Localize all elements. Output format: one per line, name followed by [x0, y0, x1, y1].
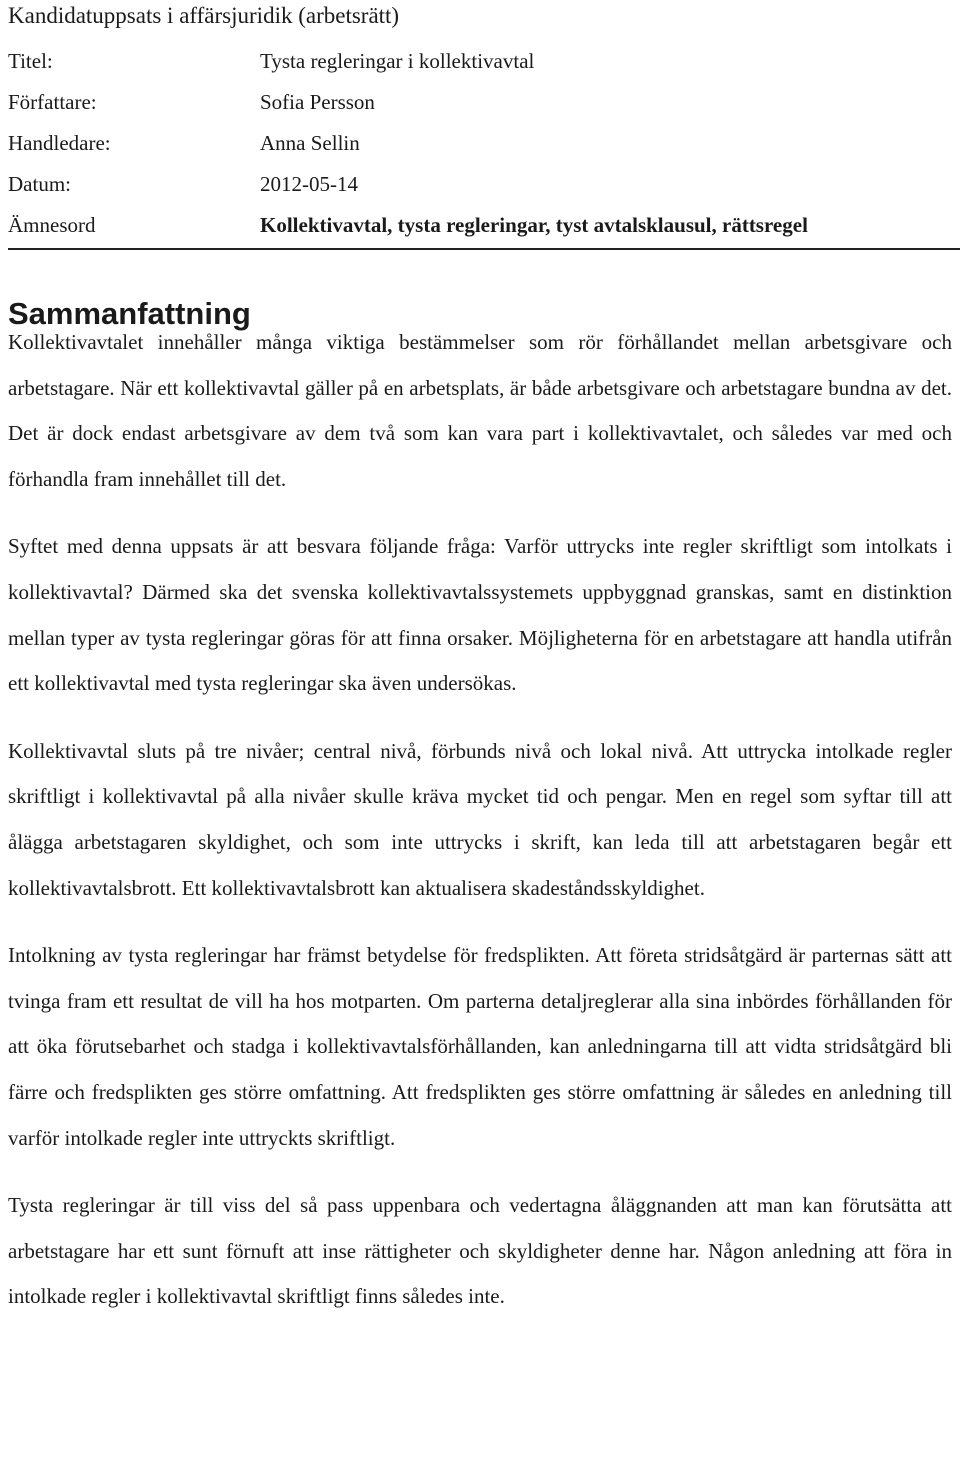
- meta-value: Tysta regleringar i kollektivavtal: [260, 49, 535, 73]
- meta-label: Titel:: [8, 49, 53, 73]
- meta-row-author: [8, 82, 960, 123]
- summary-paragraph: Kollektivavtalet innehåller många viktiga bestämmelser som rör förhållandet mellan arbetsgivare och arbetstagare. När ett kollektivavtal gäller på en arbetsplats, är både arbetsgivare och arbetstagare bundna av det. Det är dock endast arbetsgivare av dem två som kan vara part i kollektivavtalet, och således var med och förhandla fram innehållet till det.: [8, 330, 952, 491]
- meta-label: Ämnesord: [8, 213, 96, 237]
- meta-row-keywords: [8, 205, 960, 246]
- summary-heading: Sammanfattning: [8, 296, 251, 331]
- summary-paragraph: Kollektivavtal sluts på tre nivåer; central nivå, förbunds nivå och lokal nivå. Att uttrycka intolkade regler skriftligt i kollektivavtal på alla nivåer skulle kräva mycket tid och pengar. Men en regel som syftar till att ålägga arbetstagaren skyldighet, och som inte uttrycks i skrift, kan leda till att arbetstagaren begår ett kollektivavtalsbrott. Ett kollektivavtalsbrott kan aktualisera skadeståndsskyldighet.: [8, 738, 952, 900]
- meta-label: Handledare:: [8, 131, 111, 155]
- meta-row-date: [8, 164, 960, 205]
- summary-paragraph: Syftet med denna uppsats är att besvara följande fråga: Varför uttrycks inte regler skriftligt som intolkats i kollektivavtal? Därmed ska det svenska kollektivavtalssystemets uppbyggnad granskas, samt en distinktion mellan typer av tysta regleringar göras för att finna orsaker. Möjligheterna för en arbetstagare att handla utifrån ett kollektivavtal med tysta regleringar ska även undersökas.: [8, 534, 952, 696]
- meta-value: 2012-05-14: [260, 172, 358, 196]
- meta-label: Författare:: [8, 90, 97, 114]
- metadata-table: [8, 41, 960, 250]
- summary-paragraph: Intolkning av tysta regleringar har främst betydelse för fredsplikten. Att företa stridsåtgärd är parternas sätt att tvinga fram ett resultat de vill ha hos motparten. Om parterna detaljreglerar alla sina inbördes förhållanden för att öka förutsebarhet och stadga i kollektivavtalsförhållanden, kan anledningarna till att vidta stridsåtgärd bli färre och fredsplikten ges större omfattning. Att fredsplikten ges större omfattning är således en anledning till varför intolkade regler inte uttryckts skriftligt.: [8, 943, 952, 1150]
- meta-value: Sofia Persson: [260, 90, 375, 114]
- meta-value: Kollektivavtal, tysta regleringar, tyst avtalsklausul, rättsregel: [260, 213, 808, 237]
- meta-value: Anna Sellin: [260, 131, 360, 155]
- meta-row-supervisor: [8, 123, 960, 164]
- document-page: [8, 0, 952, 1309]
- summary-body: [8, 320, 952, 1342]
- meta-label: Datum:: [8, 172, 71, 196]
- document-title: Kandidatuppsats i affärsjuridik (arbetsrätt): [8, 3, 400, 28]
- meta-row-title: [8, 41, 960, 82]
- summary-paragraph: Tysta regleringar är till viss del så pass uppenbara och vedertagna åläggnanden att man kan förutsätta att arbetstagare har ett sunt förnuft att inse rättigheter och skyldigheter denne har. Någon anledning att föra in intolkade regler i kollektivavtal skriftligt finns således inte.: [8, 1193, 952, 1309]
